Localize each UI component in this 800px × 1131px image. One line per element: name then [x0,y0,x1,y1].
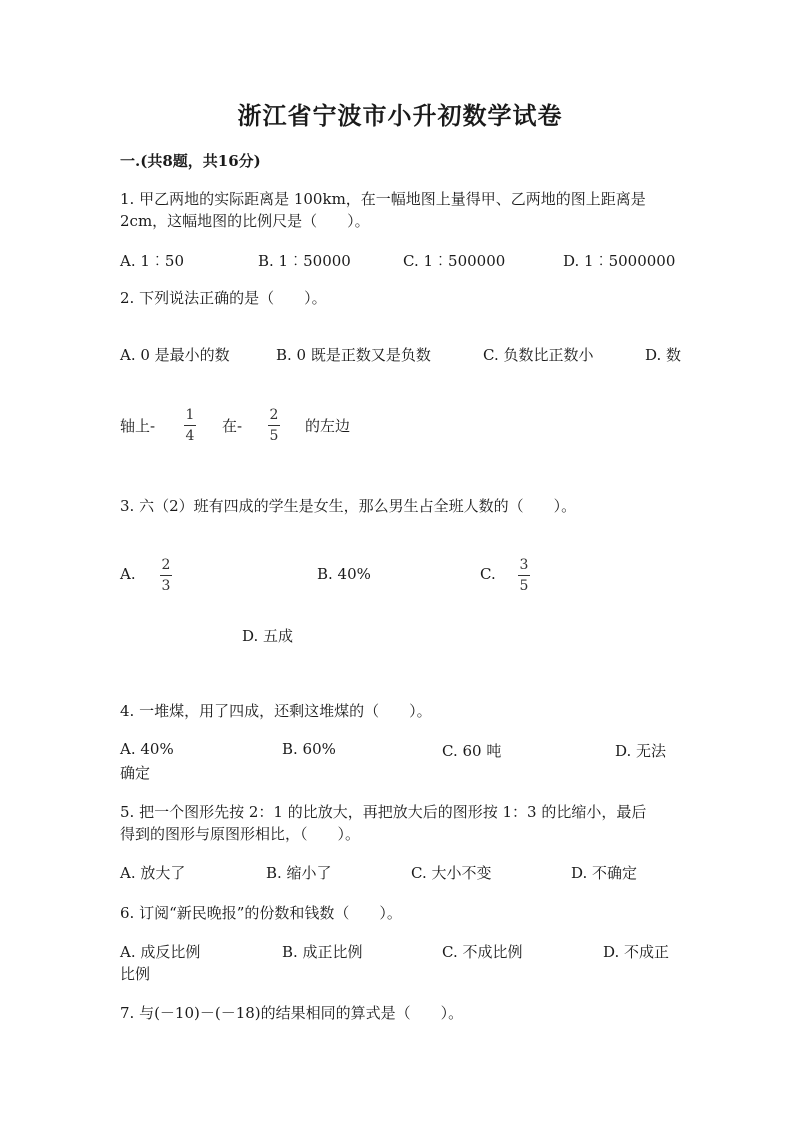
question-2-line-2-middle: 在- [222,417,243,435]
question-2-option-c: C. 负数比正数小 [483,346,594,364]
question-5-line-1: 5. 把一个图形先按 2：1 的比放大，再把放大后的图形按 1：3 的比缩小，最后 [120,803,647,821]
fraction-denominator: 5 [269,428,279,444]
question-4-option-a: A. 40% [120,740,174,758]
question-2-text: 2. 下列说法正确的是（ ）。 [120,289,327,307]
fraction-numerator: 1 [185,407,195,423]
fraction-three-fifths [518,556,530,595]
fraction-two-fifths [268,406,280,445]
question-6-option-b: B. 成正比例 [282,943,363,961]
question-1-option-a: A. 1︰50 [120,252,184,270]
fraction-bar [268,425,280,426]
fraction-denominator: 5 [519,578,529,594]
question-6-option-d: D. 不成正 [603,943,670,961]
question-6-option-a: A. 成反比例 [120,943,201,961]
question-5-option-c: C. 大小不变 [411,864,492,882]
question-4-option-d-wrap: 确定 [120,764,151,782]
question-2-option-d: D. 数 [645,346,682,364]
question-2-line-2-prefix: 轴上- [120,417,156,435]
fraction-bar [518,575,530,576]
question-1-line-2: 2cm，这幅地图的比例尺是（ ）。 [120,212,370,230]
fraction-numerator: 2 [161,557,171,573]
question-6-option-c: C. 不成比例 [442,943,523,961]
question-1-option-d: D. 1︰5000000 [563,252,676,270]
question-5-option-b: B. 缩小了 [266,864,332,882]
question-2-option-a: A. 0 是最小的数 [120,346,230,364]
question-5-option-d: D. 不确定 [571,864,638,882]
question-4-option-d: D. 无法 [615,742,667,760]
question-2-option-b: B. 0 既是正数又是负数 [276,346,431,364]
section-heading: 一.(共8题，共16分) [120,152,261,170]
question-3-option-b: B. 40% [317,565,371,583]
question-3-option-a: A. [120,565,136,583]
page-title: 浙江省宁波市小升初数学试卷 [237,101,563,130]
fraction-denominator: 3 [161,578,171,594]
fraction-one-quarter [184,406,196,445]
fraction-bar [160,575,172,576]
question-1-option-b: B. 1︰50000 [258,252,351,270]
question-3-option-d: D. 五成 [242,627,294,645]
question-4-option-b: B. 60% [282,740,336,758]
question-4-option-c: C. 60 吨 [442,742,502,760]
question-6-text: 6. 订阅“新民晚报”的份数和钱数（ ）。 [120,904,402,922]
question-5-option-a: A. 放大了 [120,864,186,882]
question-1-line-1: 1. 甲乙两地的实际距离是 100km，在一幅地图上量得甲、乙两地的图上距离是 [120,190,646,208]
question-7-text: 7. 与(－10)－(－18)的结果相同的算式是（ ）。 [120,1004,464,1022]
question-3-option-c: C. [480,565,496,583]
fraction-numerator: 3 [519,557,529,573]
fraction-bar [184,425,196,426]
question-6-option-d-wrap: 比例 [120,965,151,983]
question-4-text: 4. 一堆煤，用了四成，还剩这堆煤的（ ）。 [120,702,432,720]
fraction-denominator: 4 [185,428,195,444]
fraction-numerator: 2 [269,407,279,423]
question-5-line-2: 得到的图形与原图形相比，（ ）。 [120,825,361,843]
question-2-line-2-suffix: 的左边 [305,417,351,435]
question-1-option-c: C. 1︰500000 [403,252,506,270]
fraction-two-thirds [160,556,172,595]
question-3-text: 3. 六（2）班有四成的学生是女生，那么男生占全班人数的（ ）。 [120,497,577,515]
